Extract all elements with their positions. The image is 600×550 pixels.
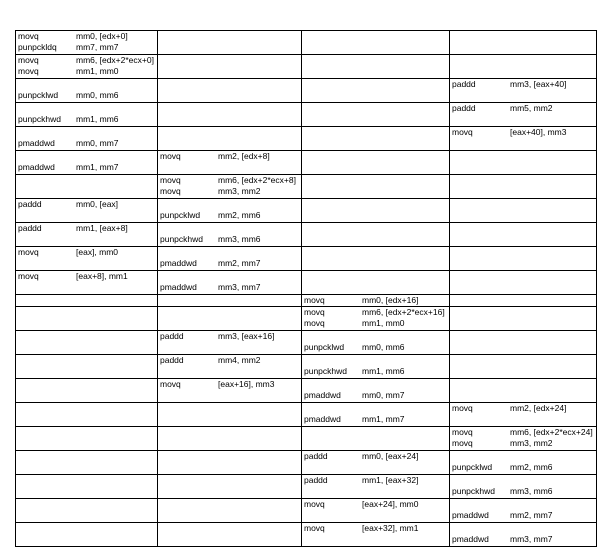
instruction-opcode: movq [160, 175, 181, 185]
instruction-opcode: pmaddwd [452, 510, 489, 520]
instruction-operands: mm7, mm7 [76, 42, 119, 52]
instruction-opcode: movq [452, 438, 473, 448]
instruction-operands: mm6, [edx+2*ecx+0] [76, 55, 154, 65]
instruction-operands: mm0, [edx+0] [76, 31, 128, 41]
instruction-opcode: pmaddwd [304, 414, 341, 424]
instruction-operands: mm0, mm7 [76, 138, 119, 148]
instruction-operands: mm2, mm6 [218, 210, 261, 220]
instruction-opcode: paddd [18, 199, 42, 209]
instruction-operands: mm6, [edx+2*ecx+24] [510, 427, 593, 437]
instruction-operands: mm3, mm7 [218, 282, 261, 292]
instruction-operands: mm3, [eax+40] [510, 79, 567, 89]
instruction-opcode: pmaddwd [160, 282, 197, 292]
instruction-operands: mm2, [edx+24] [510, 403, 567, 413]
instruction-operands: mm0, mm6 [76, 90, 119, 100]
instruction-opcode: movq [160, 379, 181, 389]
instruction-operands: mm1, mm7 [76, 162, 119, 172]
instruction-opcode: punpckhwd [18, 114, 62, 124]
instruction-opcode: movq [452, 127, 473, 137]
instruction-operands: mm0, mm6 [362, 342, 405, 352]
instruction-operands: mm1, mm0 [76, 66, 119, 76]
instruction-operands: mm3, mm6 [218, 234, 261, 244]
table-column-border [157, 30, 158, 547]
instruction-operands: mm0, [eax+24] [362, 451, 419, 461]
instruction-operands: mm3, mm6 [510, 486, 553, 496]
table-column-border [596, 30, 597, 547]
instruction-operands: mm2, mm7 [510, 510, 553, 520]
instruction-opcode: paddd [452, 103, 476, 113]
instruction-opcode: movq [18, 31, 39, 41]
instruction-opcode: pmaddwd [452, 534, 489, 544]
instruction-operands: mm3, mm2 [510, 438, 553, 448]
instruction-operands: mm1, [eax+32] [362, 475, 419, 485]
instruction-operands: mm4, mm2 [218, 355, 261, 365]
instruction-opcode: punpcklwd [160, 210, 201, 220]
instruction-opcode: movq [18, 271, 39, 281]
instruction-opcode: paddd [18, 223, 42, 233]
table-row-border [15, 378, 597, 379]
instruction-opcode: paddd [160, 355, 184, 365]
instruction-operands: mm1, mm0 [362, 318, 405, 328]
instruction-operands: mm6, [edx+2*ecx+8] [218, 175, 296, 185]
instruction-operands: mm1, mm6 [76, 114, 119, 124]
instruction-opcode: movq [452, 403, 473, 413]
instruction-opcode: movq [304, 318, 325, 328]
table-column-border [449, 30, 450, 547]
instruction-opcode: pmaddwd [18, 162, 55, 172]
instruction-opcode: movq [304, 499, 325, 509]
instruction-operands: mm0, [edx+16] [362, 295, 419, 305]
instruction-operands: mm1, [eax+8] [76, 223, 128, 233]
instruction-operands: [eax+8], mm1 [76, 271, 128, 281]
instruction-opcode: paddd [304, 451, 328, 461]
instruction-operands: mm0, mm7 [362, 390, 405, 400]
instruction-opcode: movq [160, 186, 181, 196]
instruction-opcode: paddd [452, 79, 476, 89]
table-row-border [15, 546, 597, 547]
table-row-border [15, 330, 597, 331]
instruction-operands: mm2, [edx+8] [218, 151, 270, 161]
instruction-opcode: movq [18, 66, 39, 76]
instruction-operands: mm1, mm6 [362, 366, 405, 376]
table-column-border [15, 30, 16, 547]
table-row-border [15, 354, 597, 355]
instruction-operands: mm3, mm2 [218, 186, 261, 196]
instruction-opcode: punpcklwd [452, 462, 493, 472]
table-column-border [301, 30, 302, 547]
instruction-operands: [eax+16], mm3 [218, 379, 275, 389]
instruction-opcode: movq [304, 295, 325, 305]
instruction-opcode: punpcklwd [18, 90, 59, 100]
instruction-operands: mm3, [eax+16] [218, 331, 275, 341]
instruction-opcode: pmaddwd [160, 258, 197, 268]
instruction-opcode: punpckldq [18, 42, 57, 52]
instruction-opcode: punpckhwd [160, 234, 204, 244]
instruction-opcode: pmaddwd [18, 138, 55, 148]
instruction-opcode: punpcklwd [304, 342, 345, 352]
instruction-operands: mm2, mm6 [510, 462, 553, 472]
instruction-opcode: movq [18, 247, 39, 257]
instruction-opcode: paddd [304, 475, 328, 485]
table-row-border [15, 150, 597, 151]
instruction-operands: [eax+40], mm3 [510, 127, 567, 137]
instruction-opcode: movq [18, 55, 39, 65]
instruction-operands: [eax], mm0 [76, 247, 119, 257]
instruction-opcode: punpckhwd [452, 486, 496, 496]
instruction-opcode: movq [304, 307, 325, 317]
instruction-opcode: movq [304, 523, 325, 533]
instruction-opcode: movq [452, 427, 473, 437]
instruction-operands: mm0, [eax] [76, 199, 119, 209]
instruction-operands: mm2, mm7 [218, 258, 261, 268]
instruction-operands: mm5, mm2 [510, 103, 553, 113]
instruction-opcode: movq [160, 151, 181, 161]
table-row-border [15, 174, 597, 175]
instruction-operands: [eax+24], mm0 [362, 499, 419, 509]
instruction-opcode: punpckhwd [304, 366, 348, 376]
instruction-opcode: pmaddwd [304, 390, 341, 400]
instruction-operands: mm3, mm7 [510, 534, 553, 544]
instruction-operands: [eax+32], mm1 [362, 523, 419, 533]
instruction-opcode: paddd [160, 331, 184, 341]
instruction-operands: mm1, mm7 [362, 414, 405, 424]
instruction-operands: mm6, [edx+2*ecx+16] [362, 307, 445, 317]
